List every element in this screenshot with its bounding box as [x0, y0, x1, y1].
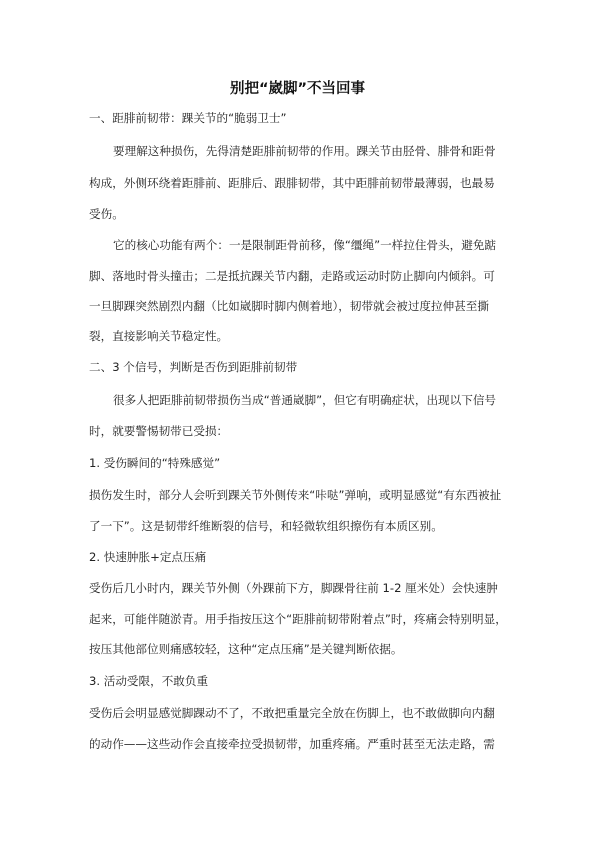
paragraph-line: 很多人把距腓前韧带损伤当成“普通崴脚”，但它有明确症状，出现以下信号: [113, 393, 497, 407]
paragraph-line: 脚、落地时骨头撞击；二是抵抗踝关节内翻，走路或运动时防止脚向内倾斜。可: [89, 269, 495, 283]
subheading-1: 1. 受伤瞬间的“特殊感觉”: [89, 456, 221, 470]
paragraph-line: 了一下”。这是韧带纤维断裂的信号，和轻微软组织擦伤有本质区别。: [89, 519, 443, 533]
document-title: 别把“崴脚”不当回事: [229, 81, 366, 97]
paragraph-line: 裂，直接影响关节稳定性。: [89, 329, 229, 343]
paragraph-line: 一旦脚踝突然剧烈内翻（比如崴脚时脚内侧着地），韧带就会被过度拉伸甚至撕: [89, 299, 489, 313]
paragraph-line: 按压其他部位则痛感较轻，这种“定点压痛”是关键判断依据。: [89, 642, 403, 656]
paragraph-line: 要理解这种损伤，先得清楚距腓前韧带的作用。踝关节由胫骨、腓骨和距骨: [113, 144, 496, 158]
paragraph-line: 它的核心功能有两个：一是限制距骨前移，像“缰绳”一样拉住骨头，避免踮: [113, 238, 497, 252]
paragraph-line: 构成，外侧环绕着距腓前、距腓后、跟腓韧带，其中距腓前韧带最薄弱，也最易: [89, 176, 495, 190]
subheading-2: 2. 快速肿胀+定点压痛: [89, 550, 207, 564]
paragraph-line: 受伤后会明显感觉脚踝动不了，不敢把重量完全放在伤脚上，也不敢做脚向内翻: [89, 706, 495, 720]
paragraph-line: 损伤发生时，部分人会听到踝关节外侧传来“咔哒”弹响，或明显感觉“有东西被扯: [89, 488, 502, 502]
section-heading-2: 二、3 个信号，判断是否伤到距腓前韧带: [89, 360, 298, 374]
paragraph-line: 时，就要警惕韧带已受损：: [89, 424, 229, 438]
section-heading-1: 一、距腓前韧带：踝关节的“脆弱卫士”: [89, 111, 287, 125]
paragraph-line: 的动作——这些动作会直接牵拉受损韧带，加重疼痛。严重时甚至无法走路，需: [89, 737, 495, 751]
paragraph-line: 起来，可能伴随淤青。用手指按压这个“距腓前韧带附着点”时，疼痛会特别明显，: [89, 612, 507, 626]
subheading-3: 3. 活动受限，不敢负重: [89, 674, 209, 688]
paragraph-line: 受伤后几小时内，踝关节外侧（外踝前下方，脚踝骨往前 1-2 厘米处）会快速肿: [89, 581, 498, 595]
paragraph-line: 受伤。: [89, 207, 124, 221]
